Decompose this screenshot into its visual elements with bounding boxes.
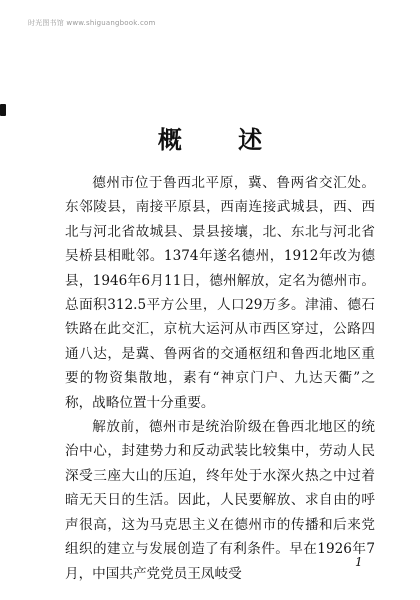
page-number: 1 xyxy=(355,555,363,569)
paragraph-2: 解放前，德州市是统治阶级在鲁西北地区的统治中心，封建势力和反动武装比较集中，劳动人民深受三座大山的压迫，终年处于水深火热之中过着暗无天日的生活。因此，人民要解放、求自由的呼声很高，这为马克思主义在德州市的传播和后来党组织的建立与发展创造了有利条件。早在1926年7月，中国共产党党员王凤岐受 xyxy=(65,419,375,582)
paragraph-1: 德州市位于鲁西北平原，冀、鲁两省交汇处。东邻陵县，南接平原县，西南连接武城县，西、西北与河北省故城县、景县接壤，北、东北与河北省吴桥县相毗邻。1374年遂名德州，1912年改为德县，1946年6月11日，德州解放，定名为德州市。总面积312.5平方公里，人口29万多。津浦、德石铁路在此交汇，京杭大运河从市西区穿过，公路四通八达，是冀、鲁两省的交通枢纽和鲁西北地区重要的物资集散地，素有“神京门户、九达天衢”之称，战略位置十分重要。 xyxy=(65,175,375,411)
chapter-title: 概 述 xyxy=(157,125,287,154)
watermark: 时光图书馆 www.shiguangbook.com xyxy=(28,19,156,27)
edge-mark xyxy=(0,104,6,116)
body-text xyxy=(65,171,375,586)
